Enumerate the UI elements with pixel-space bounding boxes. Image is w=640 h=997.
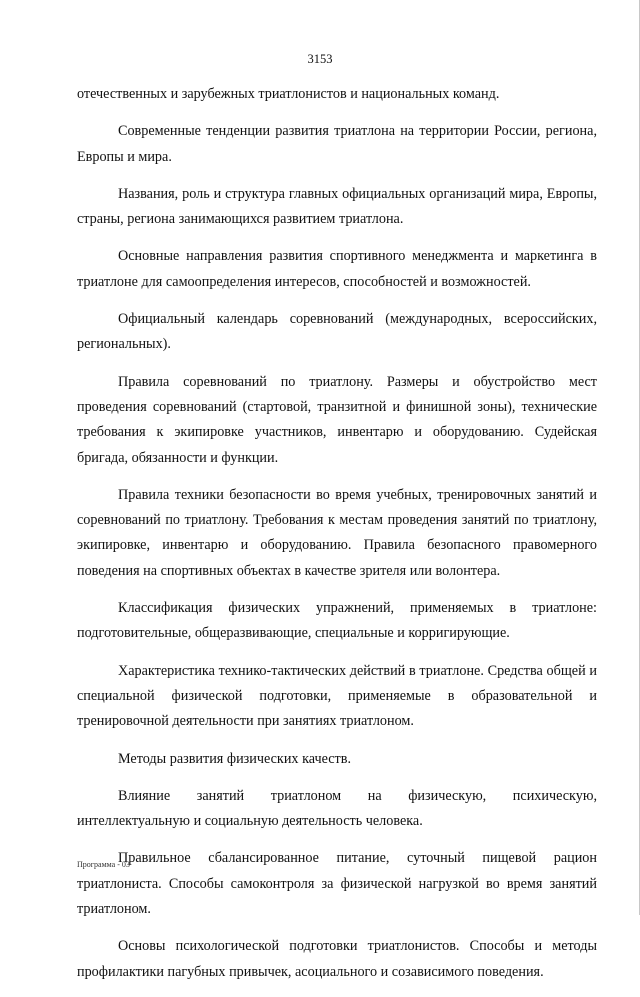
paragraph-11: Влияние занятий триатлоном на физическую, психическую, интеллектуальную и социальную деятельность человека. — [77, 787, 597, 830]
paragraph-1: отечественных и зарубежных триатлонистов и национальных команд. — [77, 86, 500, 102]
footer-program-label: Программа - 03 — [77, 860, 130, 869]
page-number: 3153 — [307, 52, 333, 66]
paragraph-12: Правильное сбалансированное питание, суточный пищевой рацион триатлониста. Способы самоконтроля за физической нагрузкой во время занятий триатлоном. — [77, 850, 597, 918]
paragraph-5: Официальный календарь соревнований (международных, всероссийских, региональных). — [77, 311, 597, 353]
paragraph-9: Характеристика технико-тактических действий в триатлоне. Средства общей и специальной физической подготовки, применяемые в образовательной и тренировочной деятельности при занятиях триатлоном. — [77, 662, 597, 730]
paragraph-2: Современные тенденции развития триатлона на территории России, региона, Европы и мира. — [77, 123, 597, 165]
paragraph-3: Названия, роль и структура главных официальных организаций мира, Европы, страны, региона занимающихся развитием триатлона. — [77, 185, 597, 228]
paragraph-6: Правила соревнований по триатлону. Размеры и обустройство мест проведения соревнований (стартовой, транзитной и финишной зоны), технические требования к экипировке участников, инвентарю и оборудованию. Судейская бригада, обязанности и функции. — [77, 373, 597, 466]
document-body — [77, 82, 597, 997]
paragraph-4: Основные направления развития спортивного менеджмента и маркетинга в триатлоне для самоопределения интересов, способностей и возможностей. — [77, 248, 597, 290]
paragraph-10: Методы развития физических качеств. — [118, 750, 351, 767]
paragraph-7: Правила техники безопасности во время учебных, тренировочных занятий и соревнований по триатлону. Требования к местам проведения занятий по триатлону, экипировке, инвентарю и оборудованию. Правила безопасного правомерного поведения на спортивных объектах в качестве зрителя или волонтера. — [77, 486, 597, 579]
paragraph-8: Классификация физических упражнений, применяемых в триатлоне: подготовительные, общеразвивающие, специальные и корригирующие. — [77, 600, 597, 642]
paragraph-13: Основы психологической подготовки триатлонистов. Способы и методы профилактики пагубных привычек, асоциального и созависимого поведения. — [77, 938, 597, 980]
